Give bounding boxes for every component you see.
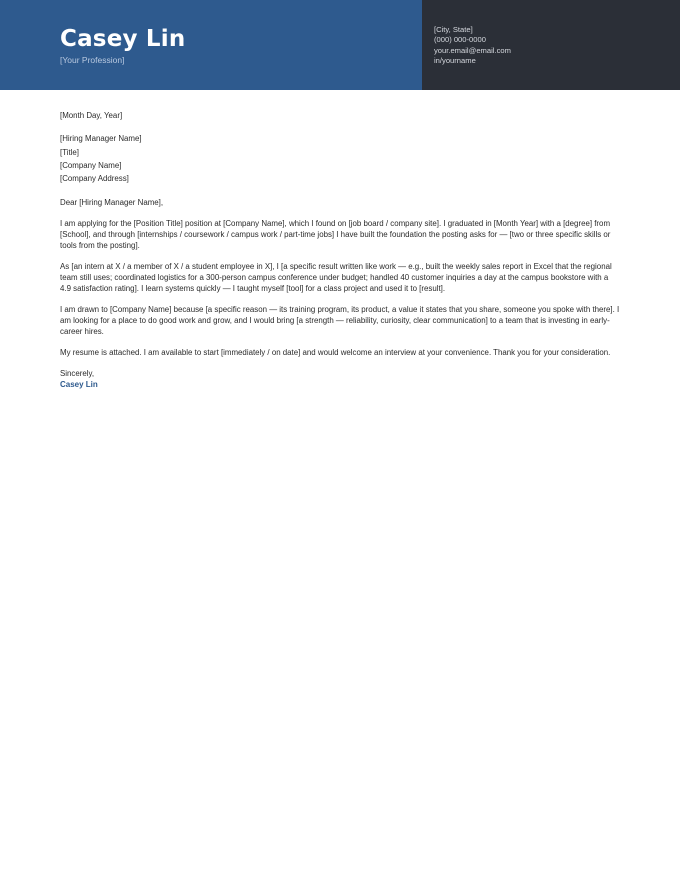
letter-body [60, 110, 620, 390]
recipient-address-block [60, 132, 620, 185]
letter-signature: Casey Lin [60, 379, 98, 389]
recipient-company: [Company Name] [60, 160, 122, 170]
letter-paragraph-closing: My resume is attached. I am available to start [immediately / on date] and would welcome an interview at your convenience. Thank you for your consideration. [60, 347, 611, 357]
applicant-profession: [Your Profession] [60, 55, 125, 65]
recipient-title: [Title] [60, 147, 79, 157]
letter-closing: Sincerely, [60, 368, 95, 378]
letter-date: [Month Day, Year] [60, 111, 123, 120]
letter-paragraph-intro: I am applying for the [Position Title] position at [Company Name], which I found on [job board / company site]. I graduated in [Month Year] with a [degree] from [School], and through [internships / coursework / campus work / part-time jobs] I have built the foundation the posting asks for — [two or three specific skills or tools from the posting]. [60, 218, 611, 250]
contact-phone: (000) 000-0000 [434, 35, 486, 45]
contact-linkedin: in/yourname [434, 56, 476, 66]
letter-greeting: Dear [Hiring Manager Name], [60, 197, 164, 207]
applicant-name: Casey Lin [60, 26, 186, 52]
contact-location: [City, State] [434, 25, 473, 34]
letter-paragraph-motivation: I am drawn to [Company Name] because [a specific reason — its training program, its product, a value it states that you share, someone you spoke with there]. I am looking for a place to do good work and grow, and I would bring [a strength — reliability, curiosity, clear communication] to a team that is investing in early-career hires. [60, 304, 620, 337]
contact-info [434, 25, 511, 67]
contact-email: your.email@email.com [434, 45, 511, 55]
letter-paragraph-experience: As [an intern at X / a member of X / a student employee in X], I [a specific result written like work — e.g., built the weekly sales report in Excel that the regional team still uses; coordinated logistics for a 300-person campus conference under budget; handled 40 customer inquiries a day at the campus bookstore with a 4.9 satisfaction rating]. I learn systems quickly — I taught myself [tool] for a class project and used it to [result]. [60, 261, 612, 294]
recipient-address: [Company Address] [60, 174, 129, 184]
header-contact-panel [422, 0, 680, 90]
recipient-manager: [Hiring Manager Name] [60, 134, 142, 144]
header-name-panel [0, 0, 422, 90]
letter-header [0, 0, 680, 90]
